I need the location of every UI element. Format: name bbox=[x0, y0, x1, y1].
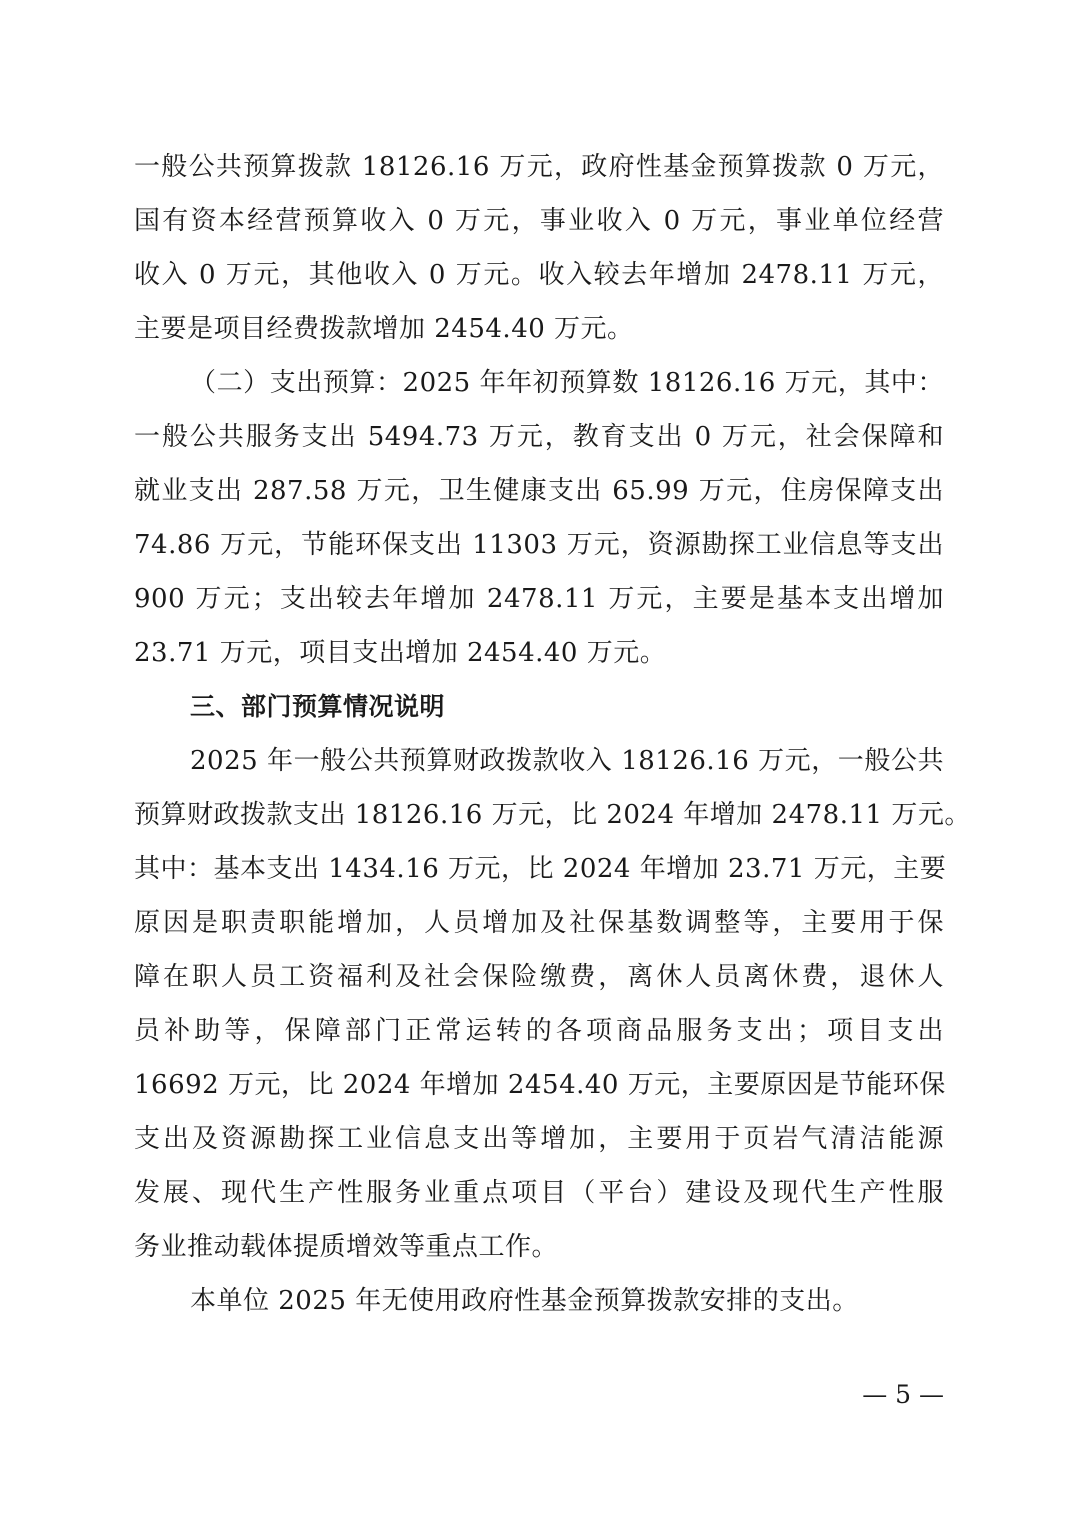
text-line: 一般公共预算拨款 18126.16 万元，政府性基金预算拨款 0 万元， bbox=[134, 152, 944, 182]
text-line: 预算财政拨款支出 18126.16 万元，比 2024 年增加 2478.11 万元。 bbox=[134, 800, 971, 830]
text-line: 障在职人员工资福利及社会保险缴费，离休人员离休费，退休人 bbox=[134, 962, 944, 992]
text-line: 主要是项目经费拨款增加 2454.40 万元。 bbox=[134, 314, 634, 344]
document-body bbox=[134, 140, 971, 1328]
text-line: 务业推动载体提质增效等重点工作。 bbox=[134, 1232, 559, 1262]
text-line: 员补助等，保障部门正常运转的各项商品服务支出；项目支出 bbox=[134, 1016, 944, 1046]
text-line: 支出及资源勘探工业信息支出等增加，主要用于页岩气清洁能源 bbox=[134, 1124, 944, 1154]
text-line: 本单位 2025 年无使用政府性基金预算拨款安排的支出。 bbox=[190, 1286, 859, 1316]
text-line: （二）支出预算：2025 年年初预算数 18126.16 万元，其中： bbox=[190, 368, 944, 398]
text-line: 900 万元；支出较去年增加 2478.11 万元，主要是基本支出增加 bbox=[134, 584, 944, 614]
text-line: 原因是职责职能增加，人员增加及社保基数调整等，主要用于保 bbox=[134, 908, 944, 938]
section-heading: 三、部门预算情况说明 bbox=[190, 692, 446, 721]
text-line: 就业支出 287.58 万元，卫生健康支出 65.99 万元，住房保障支出 bbox=[134, 476, 944, 506]
text-line: 23.71 万元，项目支出增加 2454.40 万元。 bbox=[134, 638, 667, 668]
text-line: 2025 年一般公共预算财政拨款收入 18126.16 万元，一般公共 bbox=[190, 746, 944, 776]
text-line: 74.86 万元，节能环保支出 11303 万元，资源勘探工业信息等支出 bbox=[134, 530, 944, 560]
text-line: 16692 万元，比 2024 年增加 2454.40 万元，主要原因是节能环保 bbox=[134, 1070, 946, 1100]
text-line: 发展、现代生产性服务业重点项目（平台）建设及现代生产性服 bbox=[134, 1178, 944, 1208]
text-line: 一般公共服务支出 5494.73 万元，教育支出 0 万元，社会保障和 bbox=[134, 422, 944, 452]
text-line: 国有资本经营预算收入 0 万元，事业收入 0 万元，事业单位经营 bbox=[134, 206, 944, 236]
page-number: — 5 — bbox=[862, 1380, 944, 1409]
text-line: 其中：基本支出 1434.16 万元，比 2024 年增加 23.71 万元，主要 bbox=[134, 854, 947, 884]
text-line: 收入 0 万元，其他收入 0 万元。收入较去年增加 2478.11 万元， bbox=[134, 260, 944, 290]
